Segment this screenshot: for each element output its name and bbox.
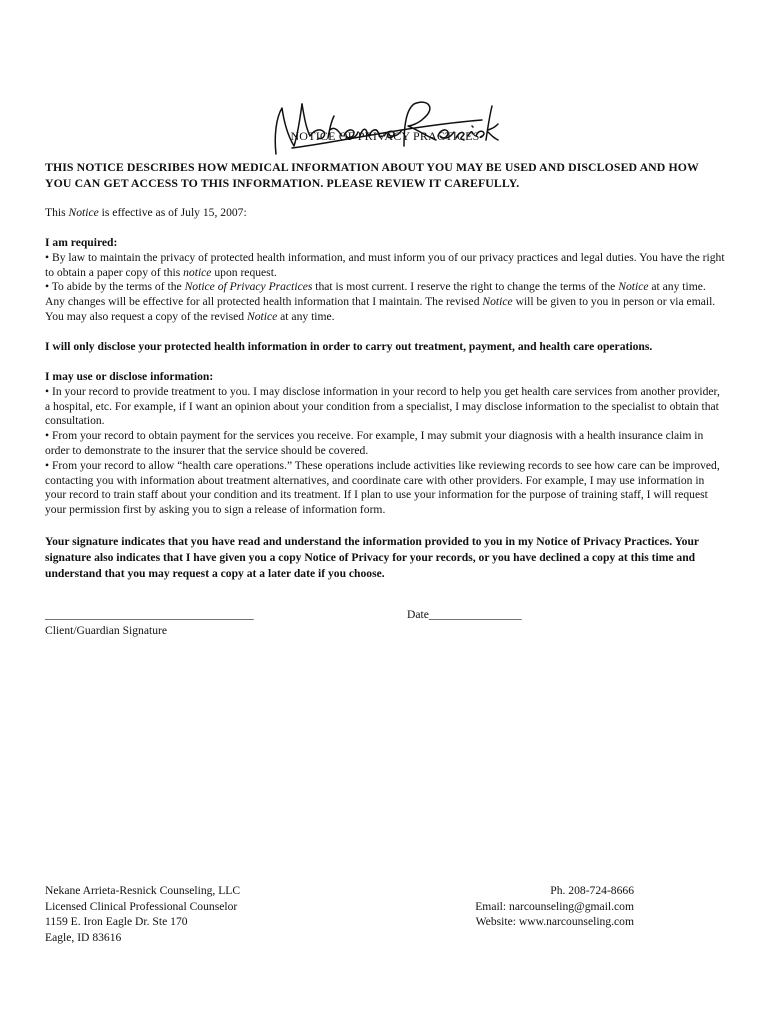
signature-label: Client/Guardian Signature — [45, 624, 168, 637]
footer-phone: Ph. 208-724-8666 — [550, 884, 634, 897]
date-field[interactable]: Date________________ — [407, 608, 522, 621]
required-section — [45, 236, 725, 325]
footer-address-line1: 1159 E. Iron Eagle Dr. Ste 170 — [45, 915, 188, 928]
footer-license: Licensed Clinical Professional Counselor — [45, 899, 238, 913]
required-bullet-law: • By law to maintain the privacy of protected health information, and must inform you of our privacy practices and legal duties. You have the right to obtain a paper copy of this notice upon request. — [45, 250, 725, 279]
use-bullet-operations: • From your record to allow “health care operations.” These operations include activities like reviewing records to see how care can be improved, contacting you with information about treatment alternatives, and coordinate care with other providers. For example, I may use information in your record to train staff about your condition and its treatment. If I plan to use your information for the purpose of training staff, I will request your permission first by asking you to sign a release of information form. — [45, 458, 720, 517]
use-disclose-section — [45, 370, 725, 518]
footer-website[interactable]: Website: www.narcounseling.com — [475, 915, 634, 928]
effective-prefix: This — [45, 206, 69, 219]
footer-business-info — [45, 883, 240, 945]
document-title: NOTICE OF PRIVACY PRACTICES — [290, 129, 480, 143]
use-bullet-treatment: • In your record to provide treatment to you. I may disclose information in your record to help you get health care services from another provider, a hospital, etc. For example, if I want an opinion about your condition from a specialist, I may disclose information to the specialist to obtain that consultation. — [45, 384, 720, 428]
use-disclose-heading: I may use or disclose information: — [45, 370, 214, 383]
footer-business-name: Nekane Arrieta-Resnick Counseling, LLC — [45, 884, 241, 897]
footer-email[interactable]: Email: narcounseling@gmail.com — [475, 899, 634, 913]
notice-header: THIS NOTICE DESCRIBES HOW MEDICAL INFORMATION ABOUT YOU MAY BE USED AND DISCLOSED AND HOW YOU CAN GET ACCESS TO THIS INFORMATION. PLEASE REVIEW IT CAREFULLY. — [45, 160, 699, 190]
required-bullet-terms: • To abide by the terms of the Notice of Privacy Practices that is most current. I reserve the right to change the terms of the Notice at any time. Any changes will be effective for all protected health information that I maintain. The revised Notice will be given to you in person or via email. You may also request a copy of the revised Notice at any time. — [45, 280, 716, 323]
footer-address-line2: Eagle, ID 83616 — [45, 930, 122, 944]
footer-contact-info — [475, 883, 634, 930]
signature-graphic — [268, 96, 500, 158]
effective-suffix: is effective as of July 15, 2007: — [98, 206, 247, 219]
handwritten-signature — [268, 96, 500, 158]
required-heading: I am required: — [45, 236, 118, 249]
signature-line[interactable]: ____________________________________ — [45, 608, 254, 621]
acknowledgement-statement: Your signature indicates that you have read and understand the information provided to you in my Notice of Privacy Practices. Your signature also indicates that I have given you a copy Notice of Privacy for your records, or you have declined a copy at this time and understand that you may request a copy at a later date if you choose. — [45, 535, 699, 580]
effective-notice-word: Notice — [68, 206, 99, 219]
disclose-statement: I will only disclose your protected health information in order to carry out treatment, payment, and health care operations. — [45, 340, 653, 353]
effective-date — [45, 206, 725, 221]
use-bullet-payment: • From your record to obtain payment for the services you receive. For example, I may submit your diagnosis with a health insurance claim in order to demonstrate to the insurer that the service should be covered. — [45, 429, 704, 457]
